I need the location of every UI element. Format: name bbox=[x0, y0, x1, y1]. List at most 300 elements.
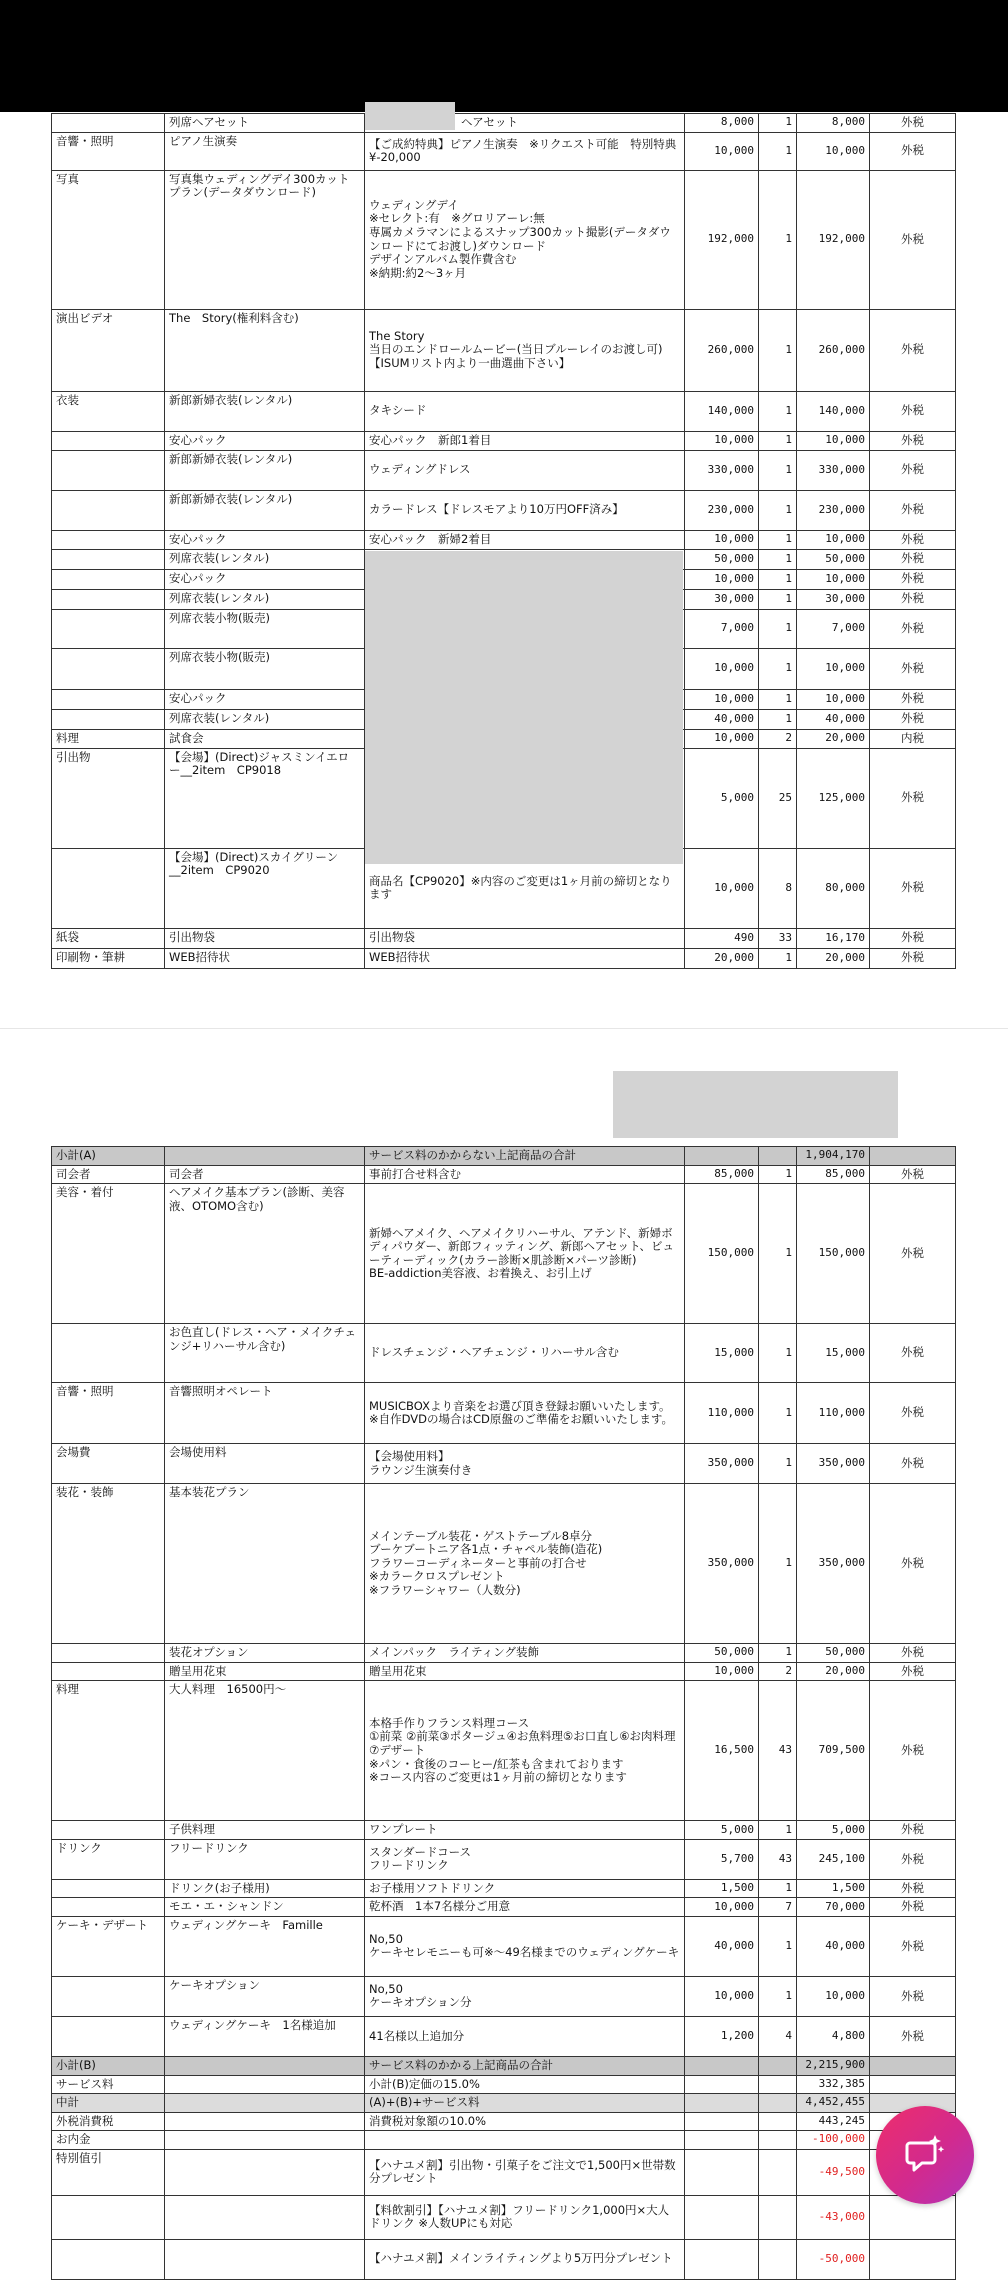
cell-quantity: 1 bbox=[759, 431, 797, 450]
cell-tax-type: 外税 bbox=[870, 1383, 956, 1444]
cell-unit-price: 10,000 bbox=[685, 689, 759, 709]
cell-quantity: 1 bbox=[759, 114, 797, 133]
cell-item: ウェディングケーキ Famille bbox=[165, 1916, 365, 1976]
cell-tax-type bbox=[870, 2239, 956, 2279]
cell-category bbox=[52, 648, 165, 689]
cell-unit-price bbox=[685, 2094, 759, 2113]
cell-tax-type: 外税 bbox=[870, 1444, 956, 1484]
table-row bbox=[52, 2056, 956, 2075]
cell-description: The Story 当日のエンドロールムービー(当日ブルーレイのお渡し可) 【ISUMリスト内より一曲選曲下さい】 bbox=[365, 309, 685, 391]
cell-unit-price: 10,000 bbox=[685, 1898, 759, 1917]
table-row bbox=[52, 928, 956, 948]
cell-item bbox=[165, 2149, 365, 2195]
cell-item bbox=[165, 2075, 365, 2094]
cell-tax-type: 外税 bbox=[870, 530, 956, 549]
cell-description: 消費税対象額の10.0% bbox=[365, 2112, 685, 2131]
cell-description: ヘアセット bbox=[365, 114, 685, 133]
cell-category: 中計 bbox=[52, 2094, 165, 2113]
cell-tax-type: 外税 bbox=[870, 848, 956, 928]
cell-amount: 5,000 bbox=[797, 1821, 870, 1840]
cell-description: 【ご成約特典】ピアノ生演奏 ※リクエスト可能 特別特典¥-20,000 bbox=[365, 132, 685, 170]
table-row bbox=[52, 114, 956, 133]
cell-category: 料理 bbox=[52, 729, 165, 748]
cell-amount: 4,800 bbox=[797, 2016, 870, 2056]
cell-category: 音響・照明 bbox=[52, 132, 165, 170]
cell-tax-type: 外税 bbox=[870, 1484, 956, 1644]
cell-description: WEB招待状 bbox=[365, 948, 685, 968]
cell-description: 41名様以上追加分 bbox=[365, 2016, 685, 2056]
cell-category bbox=[52, 2195, 165, 2239]
cell-item: 新郎新婦衣装(レンタル) bbox=[165, 490, 365, 530]
cell-tax-type bbox=[870, 1147, 956, 1166]
cell-unit-price bbox=[685, 2112, 759, 2131]
cell-tax-type: 外税 bbox=[870, 689, 956, 709]
cell-amount: 20,000 bbox=[797, 948, 870, 968]
cell-category bbox=[52, 431, 165, 450]
table-row bbox=[52, 1165, 956, 1184]
cell-tax-type: 外税 bbox=[870, 1879, 956, 1898]
cell-amount: 15,000 bbox=[797, 1324, 870, 1383]
cell-tax-type: 外税 bbox=[870, 549, 956, 569]
cell-unit-price bbox=[685, 2195, 759, 2239]
cell-tax-type: 外税 bbox=[870, 748, 956, 848]
table-row bbox=[52, 132, 956, 170]
cell-quantity: 43 bbox=[759, 1681, 797, 1821]
table-row bbox=[52, 1644, 956, 1663]
cell-tax-type: 外税 bbox=[870, 490, 956, 530]
cell-description: No,50 ケーキオプション分 bbox=[365, 1976, 685, 2016]
cell-category bbox=[52, 114, 165, 133]
cell-tax-type: 外税 bbox=[870, 1184, 956, 1324]
table-row bbox=[52, 1821, 956, 1840]
cell-amount: 350,000 bbox=[797, 1484, 870, 1644]
cell-quantity: 1 bbox=[759, 549, 797, 569]
cell-description: タキシード bbox=[365, 391, 685, 431]
top-black-bar bbox=[0, 0, 1008, 112]
cell-tax-type: 外税 bbox=[870, 589, 956, 609]
cell-quantity: 1 bbox=[759, 1324, 797, 1383]
cell-category: サービス料 bbox=[52, 2075, 165, 2094]
cell-quantity: 1 bbox=[759, 709, 797, 729]
table-row bbox=[52, 1147, 956, 1166]
cell-quantity bbox=[759, 2195, 797, 2239]
cell-unit-price: 5,000 bbox=[685, 1821, 759, 1840]
cell-item bbox=[165, 2195, 365, 2239]
cell-quantity: 1 bbox=[759, 1184, 797, 1324]
cell-amount: 7,000 bbox=[797, 609, 870, 648]
table-row bbox=[52, 2094, 956, 2113]
cell-unit-price: 10,000 bbox=[685, 648, 759, 689]
cell-quantity: 4 bbox=[759, 2016, 797, 2056]
cell-quantity: 1 bbox=[759, 1644, 797, 1663]
cell-description: ドレスチェンジ・ヘアチェンジ・リハーサル含む bbox=[365, 1324, 685, 1383]
cell-description: メインパック ライティング装飾 bbox=[365, 1644, 685, 1663]
cell-unit-price bbox=[685, 2239, 759, 2279]
table-row bbox=[52, 1916, 956, 1976]
table-row bbox=[52, 2195, 956, 2239]
cell-quantity bbox=[759, 2112, 797, 2131]
cell-item: The Story(権利料含む) bbox=[165, 309, 365, 391]
cell-description: (A)+(B)+サービス料 bbox=[365, 2094, 685, 2113]
cell-amount: -100,000 bbox=[797, 2131, 870, 2150]
table-row bbox=[52, 2149, 956, 2195]
cell-item: 列席衣装小物(販売) bbox=[165, 609, 365, 648]
cell-amount: 8,000 bbox=[797, 114, 870, 133]
cell-amount: 110,000 bbox=[797, 1383, 870, 1444]
cell-unit-price: 10,000 bbox=[685, 848, 759, 928]
cell-category: 特別值引 bbox=[52, 2149, 165, 2195]
cell-amount: 443,245 bbox=[797, 2112, 870, 2131]
cell-unit-price: 110,000 bbox=[685, 1383, 759, 1444]
table-row bbox=[52, 1444, 956, 1484]
cell-description: 商品名【CP9020】※内容のご変更は1ヶ月前の締切となります bbox=[365, 848, 685, 928]
cell-quantity: 1 bbox=[759, 1976, 797, 2016]
cell-category bbox=[52, 848, 165, 928]
cell-category: 引出物 bbox=[52, 748, 165, 848]
cell-item: 新郎新婦衣装(レンタル) bbox=[165, 391, 365, 431]
cell-tax-type: 外税 bbox=[870, 1324, 956, 1383]
table-row bbox=[52, 1879, 956, 1898]
cell-amount: -43,000 bbox=[797, 2195, 870, 2239]
table-row bbox=[52, 2239, 956, 2279]
cell-unit-price: 1,500 bbox=[685, 1879, 759, 1898]
cell-amount: 30,000 bbox=[797, 589, 870, 609]
cell-item: 写真集ウェディングデイ300カットプラン(データダウンロード) bbox=[165, 170, 365, 309]
cell-unit-price: 50,000 bbox=[685, 1644, 759, 1663]
cell-description: カラードレス【ドレスモアより10万円OFF済み】 bbox=[365, 490, 685, 530]
cell-quantity bbox=[759, 2131, 797, 2150]
table-row bbox=[52, 450, 956, 490]
cell-unit-price: 30,000 bbox=[685, 589, 759, 609]
cell-item: ドリンク(お子様用) bbox=[165, 1879, 365, 1898]
cell-category: 小計(B) bbox=[52, 2056, 165, 2075]
cell-unit-price: 40,000 bbox=[685, 709, 759, 729]
cell-item: 贈呈用花束 bbox=[165, 1662, 365, 1681]
cell-item: 列席衣装小物(販売) bbox=[165, 648, 365, 689]
table-row bbox=[52, 1839, 956, 1879]
cell-unit-price: 150,000 bbox=[685, 1184, 759, 1324]
cell-amount: 10,000 bbox=[797, 569, 870, 589]
cell-tax-type: 外税 bbox=[870, 2016, 956, 2056]
cell-tax-type: 外税 bbox=[870, 1916, 956, 1976]
cell-quantity: 1 bbox=[759, 948, 797, 968]
cell-category: 紙袋 bbox=[52, 928, 165, 948]
cell-amount: 70,000 bbox=[797, 1898, 870, 1917]
cell-category bbox=[52, 1821, 165, 1840]
cell-description: 【会場使用料】 ラウンジ生演奏付き bbox=[365, 1444, 685, 1484]
cell-category bbox=[52, 1644, 165, 1663]
cell-tax-type: 外税 bbox=[870, 309, 956, 391]
cell-unit-price: 192,000 bbox=[685, 170, 759, 309]
cell-item: ウェディングケーキ 1名様追加 bbox=[165, 2016, 365, 2056]
cell-unit-price: 10,000 bbox=[685, 569, 759, 589]
cell-unit-price: 10,000 bbox=[685, 1976, 759, 2016]
cell-unit-price: 5,700 bbox=[685, 1839, 759, 1879]
cell-unit-price: 140,000 bbox=[685, 391, 759, 431]
cell-description: 事前打合せ料含む bbox=[365, 1165, 685, 1184]
cell-tax-type: 外税 bbox=[870, 948, 956, 968]
cell-quantity: 1 bbox=[759, 1165, 797, 1184]
table-row bbox=[52, 2016, 956, 2056]
cell-item: ヘアメイク基本プラン(診断、美容液、OTOMO含む) bbox=[165, 1184, 365, 1324]
cell-item: 新郎新婦衣装(レンタル) bbox=[165, 450, 365, 490]
cell-amount: 50,000 bbox=[797, 1644, 870, 1663]
cell-amount: 10,000 bbox=[797, 689, 870, 709]
cell-quantity: 1 bbox=[759, 450, 797, 490]
cell-amount: 192,000 bbox=[797, 170, 870, 309]
cell-amount: 40,000 bbox=[797, 709, 870, 729]
cell-unit-price: 7,000 bbox=[685, 609, 759, 648]
cell-item: 子供料理 bbox=[165, 1821, 365, 1840]
cell-category bbox=[52, 1879, 165, 1898]
cell-unit-price: 350,000 bbox=[685, 1484, 759, 1644]
cell-tax-type: 内税 bbox=[870, 729, 956, 748]
cell-tax-type: 外税 bbox=[870, 132, 956, 170]
cell-description: サービス料のかからない上記商品の合計 bbox=[365, 1147, 685, 1166]
cell-item: 会場使用料 bbox=[165, 1444, 365, 1484]
cell-quantity: 33 bbox=[759, 928, 797, 948]
cell-amount: 2,215,900 bbox=[797, 2056, 870, 2075]
cell-amount: 260,000 bbox=[797, 309, 870, 391]
cell-item: 引出物袋 bbox=[165, 928, 365, 948]
cell-tax-type: 外税 bbox=[870, 114, 956, 133]
cell-description: ウェディングドレス bbox=[365, 450, 685, 490]
cell-category bbox=[52, 609, 165, 648]
cell-amount: 10,000 bbox=[797, 431, 870, 450]
cell-description: 安心パック 新婦2着目 bbox=[365, 530, 685, 549]
cell-amount: 10,000 bbox=[797, 530, 870, 549]
cell-item: 安心パック bbox=[165, 530, 365, 549]
cell-category bbox=[52, 450, 165, 490]
cell-quantity: 1 bbox=[759, 391, 797, 431]
cell-description: 【ハナユメ割】メインライティングより5万円分プレゼント bbox=[365, 2239, 685, 2279]
cell-quantity: 1 bbox=[759, 589, 797, 609]
redacted-block-costume bbox=[365, 551, 683, 864]
cell-category: 会場費 bbox=[52, 1444, 165, 1484]
cell-unit-price bbox=[685, 2149, 759, 2195]
cell-quantity bbox=[759, 2094, 797, 2113]
cell-description: 【料飲割引】【ハナユメ割】フリードリンク1,000円×大人ドリンク ※人数UPにも対応 bbox=[365, 2195, 685, 2239]
cell-item: 列席衣装(レンタル) bbox=[165, 549, 365, 569]
cell-description: お子様用ソフトドリンク bbox=[365, 1879, 685, 1898]
cell-unit-price: 10,000 bbox=[685, 431, 759, 450]
cell-quantity: 1 bbox=[759, 1383, 797, 1444]
cell-unit-price: 10,000 bbox=[685, 132, 759, 170]
cell-quantity bbox=[759, 1147, 797, 1166]
cell-unit-price: 16,500 bbox=[685, 1681, 759, 1821]
cell-unit-price: 20,000 bbox=[685, 948, 759, 968]
cell-item: 列席ヘアセット bbox=[165, 114, 365, 133]
cell-tax-type: 外税 bbox=[870, 1898, 956, 1917]
cell-description: メインテーブル装花・ゲストテーブル8卓分 ブーケブートニア各1点・チャペル装飾(造花) フラワーコーディネーターと事前の打合せ ※カラークロスプレゼント ※フラワーシャワー（人数分) bbox=[365, 1484, 685, 1644]
cell-description: 【ハナユメ割】引出物・引菓子をご注文で1,500円×世帯数分プレゼント bbox=[365, 2149, 685, 2195]
cell-category: ケーキ・デザート bbox=[52, 1916, 165, 1976]
cell-tax-type: 外税 bbox=[870, 170, 956, 309]
cell-quantity: 2 bbox=[759, 729, 797, 748]
cell-item: 基本装花プラン bbox=[165, 1484, 365, 1644]
cell-description: ウェディングデイ ※セレクト:有 ※グロリアーレ:無 専属カメラマンによるスナップ300カット撮影(データダウンロードにてお渡し)ダウンロード デザインアルバム製作費含む ※納期:約2～3ヶ月 bbox=[365, 170, 685, 309]
cell-tax-type: 外税 bbox=[870, 1644, 956, 1663]
table-row bbox=[52, 2131, 956, 2150]
cell-unit-price: 5,000 bbox=[685, 748, 759, 848]
cell-amount: 85,000 bbox=[797, 1165, 870, 1184]
cell-category: ドリンク bbox=[52, 1839, 165, 1879]
cell-quantity: 1 bbox=[759, 1916, 797, 1976]
cell-category: 音響・照明 bbox=[52, 1383, 165, 1444]
cell-amount: 50,000 bbox=[797, 549, 870, 569]
cell-unit-price bbox=[685, 2131, 759, 2150]
cell-tax-type: 外税 bbox=[870, 569, 956, 589]
cell-category: 装花・装飾 bbox=[52, 1484, 165, 1644]
cell-item: 安心パック bbox=[165, 569, 365, 589]
cell-unit-price: 1,200 bbox=[685, 2016, 759, 2056]
cell-unit-price: 8,000 bbox=[685, 114, 759, 133]
cell-quantity: 1 bbox=[759, 569, 797, 589]
cell-amount: -50,000 bbox=[797, 2239, 870, 2279]
cell-amount: 140,000 bbox=[797, 391, 870, 431]
cell-amount: 1,904,170 bbox=[797, 1147, 870, 1166]
cell-description: ワンプレート bbox=[365, 1821, 685, 1840]
cell-quantity bbox=[759, 2239, 797, 2279]
cell-item: WEB招待状 bbox=[165, 948, 365, 968]
table-row bbox=[52, 1976, 956, 2016]
cell-description: 本格手作りフランス料理コース ①前菜 ②前菜③ポタージュ④お魚料理⑤お口直し⑥お肉料理⑦デザート ※パン・食後のコーヒー/紅茶も含まれております ※コース内容のご変更は1ヶ月前の締切となります bbox=[365, 1681, 685, 1821]
cell-amount: 10,000 bbox=[797, 648, 870, 689]
cell-item: ピアノ生演奏 bbox=[165, 132, 365, 170]
cell-tax-type: 外税 bbox=[870, 1662, 956, 1681]
table-row bbox=[52, 1484, 956, 1644]
cell-item: 【会場】(Direct)スカイグリーン__2item CP9020 bbox=[165, 848, 365, 928]
cell-category bbox=[52, 689, 165, 709]
table-row bbox=[52, 530, 956, 549]
table-row bbox=[52, 1184, 956, 1324]
cell-quantity: 1 bbox=[759, 1484, 797, 1644]
cell-tax-type: 外税 bbox=[870, 928, 956, 948]
cell-item bbox=[165, 2131, 365, 2150]
cell-tax-type: 外税 bbox=[870, 391, 956, 431]
redacted-block-hair bbox=[365, 102, 455, 130]
cell-category: 演出ビデオ bbox=[52, 309, 165, 391]
cell-category bbox=[52, 589, 165, 609]
chat-sparkle-icon bbox=[902, 2132, 948, 2178]
cell-quantity: 1 bbox=[759, 1444, 797, 1484]
cell-unit-price bbox=[685, 2056, 759, 2075]
cell-quantity: 2 bbox=[759, 1662, 797, 1681]
estimate-page-1 bbox=[51, 113, 955, 969]
page-divider bbox=[0, 1028, 1008, 1029]
cell-item: 列席衣装(レンタル) bbox=[165, 589, 365, 609]
cell-item: 安心パック bbox=[165, 689, 365, 709]
cell-unit-price: 50,000 bbox=[685, 549, 759, 569]
cell-item: ケーキオプション bbox=[165, 1976, 365, 2016]
cell-quantity: 8 bbox=[759, 848, 797, 928]
cell-category bbox=[52, 2239, 165, 2279]
cell-amount: 125,000 bbox=[797, 748, 870, 848]
cell-amount: 1,500 bbox=[797, 1879, 870, 1898]
cell-item bbox=[165, 2239, 365, 2279]
cell-amount: 245,100 bbox=[797, 1839, 870, 1879]
cell-quantity: 1 bbox=[759, 170, 797, 309]
cell-item: 装花オプション bbox=[165, 1644, 365, 1663]
cell-category bbox=[52, 530, 165, 549]
cell-item bbox=[165, 2056, 365, 2075]
table-row bbox=[52, 2112, 956, 2131]
cell-category: 衣装 bbox=[52, 391, 165, 431]
cell-amount: 10,000 bbox=[797, 1976, 870, 2016]
cell-unit-price: 10,000 bbox=[685, 530, 759, 549]
cell-category: 印刷物・筆耕 bbox=[52, 948, 165, 968]
cell-amount: 10,000 bbox=[797, 132, 870, 170]
cell-description: No,50 ケーキセレモニーも可※～49名様までのウェディングケーキ bbox=[365, 1916, 685, 1976]
cell-item: モエ・エ・シャンドン bbox=[165, 1898, 365, 1917]
cell-unit-price bbox=[685, 1147, 759, 1166]
cell-item: 司会者 bbox=[165, 1165, 365, 1184]
cell-description: 新婦ヘアメイク、ヘアメイクリハーサル、アテンド、新婦ボディパウダー、新郎フィッティング、新郎ヘアセット、ビューティーディック(カラー診断×肌診断×パーツ診断) BE-addiction美容液、お着換え、お引上げ bbox=[365, 1184, 685, 1324]
cell-item: フリードリンク bbox=[165, 1839, 365, 1879]
cell-amount: 20,000 bbox=[797, 1662, 870, 1681]
cell-unit-price: 15,000 bbox=[685, 1324, 759, 1383]
cell-category bbox=[52, 1324, 165, 1383]
cell-item bbox=[165, 2112, 365, 2131]
cell-unit-price: 85,000 bbox=[685, 1165, 759, 1184]
cell-amount: 20,000 bbox=[797, 729, 870, 748]
cell-quantity: 1 bbox=[759, 1821, 797, 1840]
cell-category bbox=[52, 1898, 165, 1917]
cell-quantity: 1 bbox=[759, 490, 797, 530]
cell-item: 試食会 bbox=[165, 729, 365, 748]
cell-amount: 150,000 bbox=[797, 1184, 870, 1324]
table-row bbox=[52, 490, 956, 530]
cell-tax-type: 外税 bbox=[870, 648, 956, 689]
cell-tax-type: 外税 bbox=[870, 1821, 956, 1840]
cell-item bbox=[165, 1147, 365, 1166]
cell-unit-price: 230,000 bbox=[685, 490, 759, 530]
cell-amount: 80,000 bbox=[797, 848, 870, 928]
cell-unit-price: 260,000 bbox=[685, 309, 759, 391]
cell-category: 写真 bbox=[52, 170, 165, 309]
cell-quantity: 43 bbox=[759, 1839, 797, 1879]
estimate-page-2 bbox=[51, 1146, 955, 2280]
cell-tax-type: 外税 bbox=[870, 709, 956, 729]
cell-category bbox=[52, 2016, 165, 2056]
cell-amount: 230,000 bbox=[797, 490, 870, 530]
table-row bbox=[52, 309, 956, 391]
cell-description: 贈呈用花束 bbox=[365, 1662, 685, 1681]
cell-quantity: 25 bbox=[759, 748, 797, 848]
cell-unit-price: 10,000 bbox=[685, 1662, 759, 1681]
cell-category: 外税消費税 bbox=[52, 2112, 165, 2131]
table-row bbox=[52, 1898, 956, 1917]
cell-unit-price: 490 bbox=[685, 928, 759, 948]
chat-assistant-button[interactable] bbox=[876, 2106, 974, 2204]
table-row bbox=[52, 431, 956, 450]
cell-tax-type: 外税 bbox=[870, 1976, 956, 2016]
cell-category bbox=[52, 549, 165, 569]
cell-item bbox=[165, 2094, 365, 2113]
cell-amount: 40,000 bbox=[797, 1916, 870, 1976]
cell-quantity: 1 bbox=[759, 609, 797, 648]
cell-amount: 350,000 bbox=[797, 1444, 870, 1484]
cell-description: 小計(B)定価の15.0% bbox=[365, 2075, 685, 2094]
cell-amount: -49,500 bbox=[797, 2149, 870, 2195]
cell-tax-type: 外税 bbox=[870, 1839, 956, 1879]
cell-category bbox=[52, 490, 165, 530]
cell-tax-type: 外税 bbox=[870, 1165, 956, 1184]
cell-description: MUSICBOXより音楽をお選び頂き登録お願いいたします。 ※自作DVDの場合はCD原盤のご準備をお願いいたします。 bbox=[365, 1383, 685, 1444]
cell-amount: 4,452,455 bbox=[797, 2094, 870, 2113]
cell-quantity: 1 bbox=[759, 1879, 797, 1898]
cell-category: 小計(A) bbox=[52, 1147, 165, 1166]
